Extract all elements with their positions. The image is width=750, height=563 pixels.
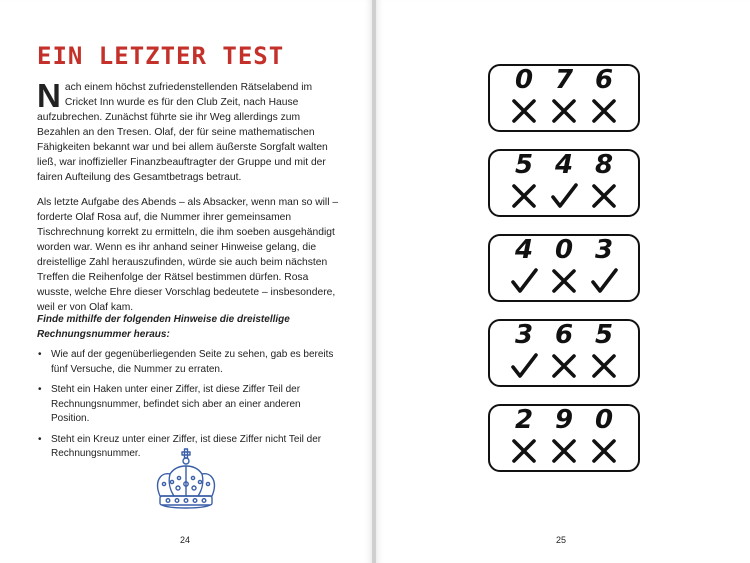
- cross-mark-icon: [590, 438, 618, 464]
- guess-card: [488, 234, 640, 302]
- paragraph-1-text: ach einem höchst zufriedenstellenden Rätselabend im Cricket Inn wurde es für den Club Zeit, nach Hause aufzubrechen. Zunächst führte sie ihr Weg allerdings zum Bezahlen an den Tresen. Olaf, der für seine mathematischen Fähigkeiten bekannt war und bei allem äußerste Sorgfalt walten ließ, war inoffizieller Finanzbeauftragter der Gruppe und mit der fairen Aufteilung des Gesamtbetrags betraut.: [37, 82, 328, 183]
- page-number-left: 24: [180, 535, 191, 545]
- guess-digit: 4: [554, 150, 574, 180]
- cross-mark-icon: [550, 438, 578, 464]
- cross-mark-icon: [510, 98, 538, 124]
- cross-mark-icon: [550, 98, 578, 124]
- guess-digit: 0: [514, 65, 534, 95]
- check-mark-icon: [590, 268, 618, 294]
- hint-text: Steht ein Haken unter einer Ziffer, ist diese Ziffer Teil der Rechnungsnummer, befindet sich aber an einer anderen Position.: [51, 384, 301, 424]
- guess-digit: 0: [554, 235, 574, 265]
- intro-text: [37, 77, 339, 325]
- page-title: EIN LETZTER TEST: [37, 42, 285, 70]
- task-heading: Finde mithilfe der folgenden Hinweise die dreistellige Rechnungsnummer heraus:: [37, 314, 290, 340]
- drop-cap: N: [37, 77, 61, 114]
- intro-paragraph-2: Als letzte Aufgabe des Abends – als Absacker, wenn man so will – forderte Olaf Rosa auf, die Nummer ihrer gemeinsamen Tischrechnung korrekt zu ermitteln, die ihm soeben ausgehändigt worden war. Wenn es ihr anhand seiner Hinweise gelang, die dreistellige Zahl herauszufinden, würde sie auch beim nächsten Treffen die Reihenfolge der Rätsel bestimmen dürfen. Rosa wusste, welche Ehre dieser Vorschlag bedeutete – insbesondere, weil er von Olaf kam.: [37, 197, 339, 313]
- bullet: •: [38, 384, 42, 395]
- page-number-right: 25: [556, 535, 567, 545]
- cross-mark-icon: [590, 98, 618, 124]
- cross-mark-icon: [510, 438, 538, 464]
- guess-card: [488, 319, 640, 387]
- guess-digit: 3: [514, 320, 534, 350]
- check-mark-icon: [510, 268, 538, 294]
- hint-item: [37, 383, 337, 427]
- check-mark-icon: [510, 353, 538, 379]
- guess-digit: 6: [594, 65, 614, 95]
- guess-digit: 8: [594, 150, 614, 180]
- guess-digit: 5: [594, 320, 614, 350]
- guess-digit: 3: [594, 235, 614, 265]
- cross-mark-icon: [590, 183, 618, 209]
- hint-list: [37, 348, 337, 462]
- cross-mark-icon: [550, 268, 578, 294]
- left-page: [0, 0, 372, 563]
- check-mark-icon: [550, 183, 578, 209]
- intro-paragraph-1: [37, 77, 339, 185]
- cross-mark-icon: [550, 353, 578, 379]
- guess-digit: 5: [514, 150, 534, 180]
- guess-card: [488, 64, 640, 132]
- hint-text: Wie auf der gegenüberliegenden Seite zu sehen, gab es bereits fünf Versuche, die Nummer zu erraten.: [51, 349, 334, 375]
- guess-card: [488, 149, 640, 217]
- guess-digit: 6: [554, 320, 574, 350]
- guess-card: [488, 404, 640, 472]
- cross-mark-icon: [510, 183, 538, 209]
- guess-digit: 0: [594, 405, 614, 435]
- right-page: [376, 0, 750, 563]
- bullet: •: [38, 433, 42, 445]
- guess-digit: 9: [554, 405, 574, 435]
- cross-mark-icon: [590, 353, 618, 379]
- guess-digit: 4: [514, 235, 534, 265]
- hint-item: [37, 348, 337, 377]
- crown-icon: [150, 448, 222, 520]
- hint-text: Steht ein Kreuz unter einer Ziffer, ist diese Ziffer nicht Teil der Rechnungsnummer.: [51, 433, 322, 459]
- guess-digit: 2: [514, 405, 534, 435]
- task-section: [37, 313, 337, 468]
- guess-digit: 7: [554, 65, 574, 95]
- bullet: •: [38, 349, 42, 360]
